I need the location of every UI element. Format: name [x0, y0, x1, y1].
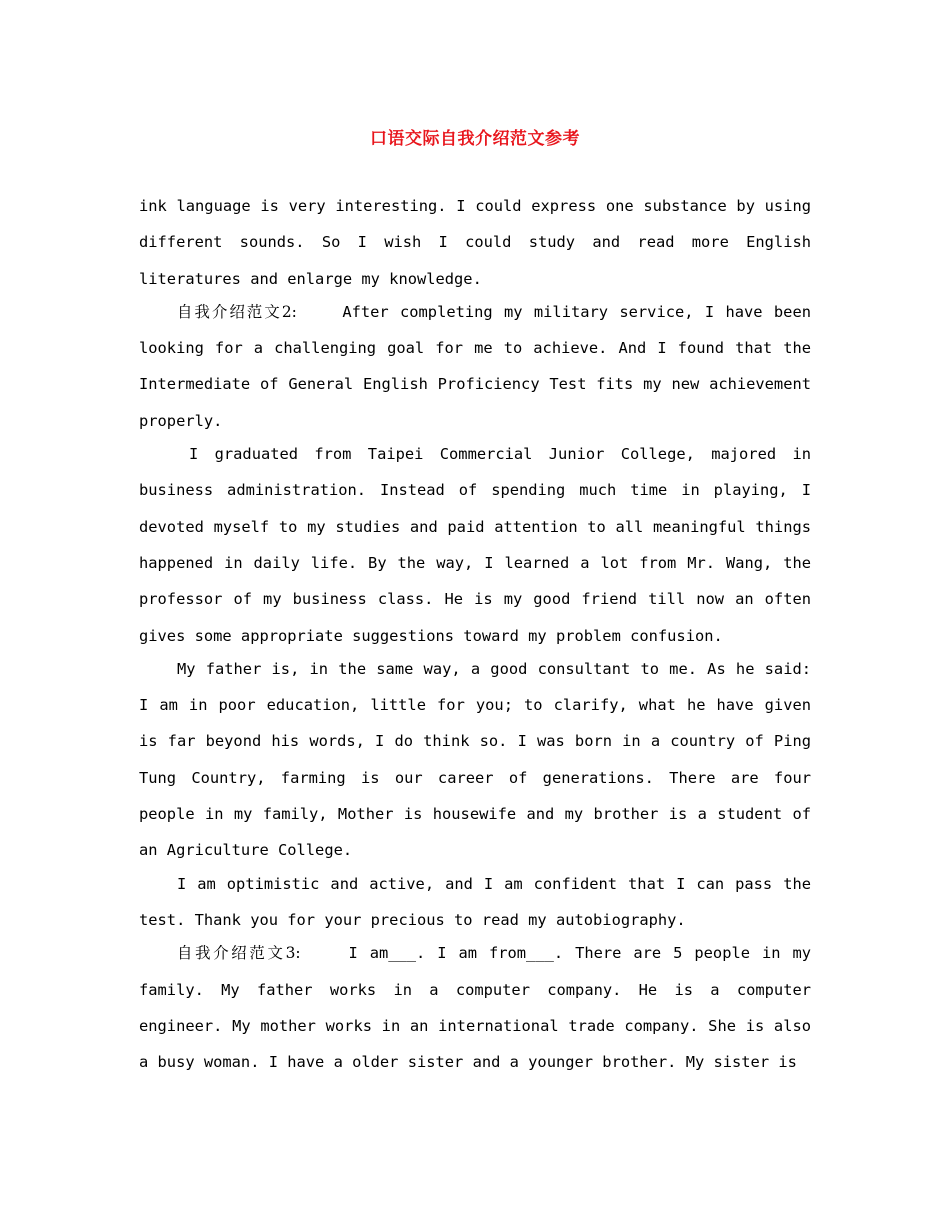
paragraph-text: I graduated from Taipei Commercial Junior College, majored in business administration. Instead of spending much time in playing, I devoted myself to my studies and paid attention to all meaningful things happened in daily life. By the way, I learned a lot from Mr. Wang, the professor of my business class. He is my good friend till now an often gives some appropriate suggestions toward my problem confusion.: [139, 445, 811, 645]
paragraph-4: [139, 651, 811, 869]
paragraph-text: My father is, in the same way, a good consultant to me. As he said: I am in poor education, little for you; to clarify, what he have given is far beyond his words, I do think so. I was born in a country of Ping Tung Country, farming is our career of generations. There are four people in my family, Mother is housewife and my brother is a student of an Agriculture College.: [139, 659, 811, 860]
paragraph-5: [139, 866, 811, 939]
paragraph-3: [139, 436, 811, 654]
paragraph-text: After completing my military service, I have been looking for a challenging goal for me to achieve. And I found that the Intermediate of General English Proficiency Test fits my new achievement properly.: [139, 302, 811, 430]
paragraph-text: ink language is very interesting. I could express one substance by using different sounds. So I wish I could study and read more English literatures and enlarge my knowledge.: [139, 197, 811, 288]
sample-label: 自我介绍范文2:: [177, 302, 297, 321]
sample-label: 自我介绍范文3:: [177, 944, 301, 963]
paragraph-2: [139, 294, 811, 439]
paragraph-text: I am___. I am from___. There are 5 people in my family. My father works in a computer company. He is a computer engineer. My mother works in an international trade company. She is also a busy woman. I have a older sister and a younger brother. My sister is: [139, 944, 811, 1072]
paragraph-1: [139, 188, 811, 297]
document-title: 口语交际自我介绍范文参考: [370, 129, 580, 149]
paragraph-text: I am optimistic and active, and I am confident that I can pass the test. Thank you for your precious to read my autobiography.: [139, 874, 811, 929]
paragraph-6: [139, 935, 811, 1080]
document-body: [139, 188, 811, 1077]
